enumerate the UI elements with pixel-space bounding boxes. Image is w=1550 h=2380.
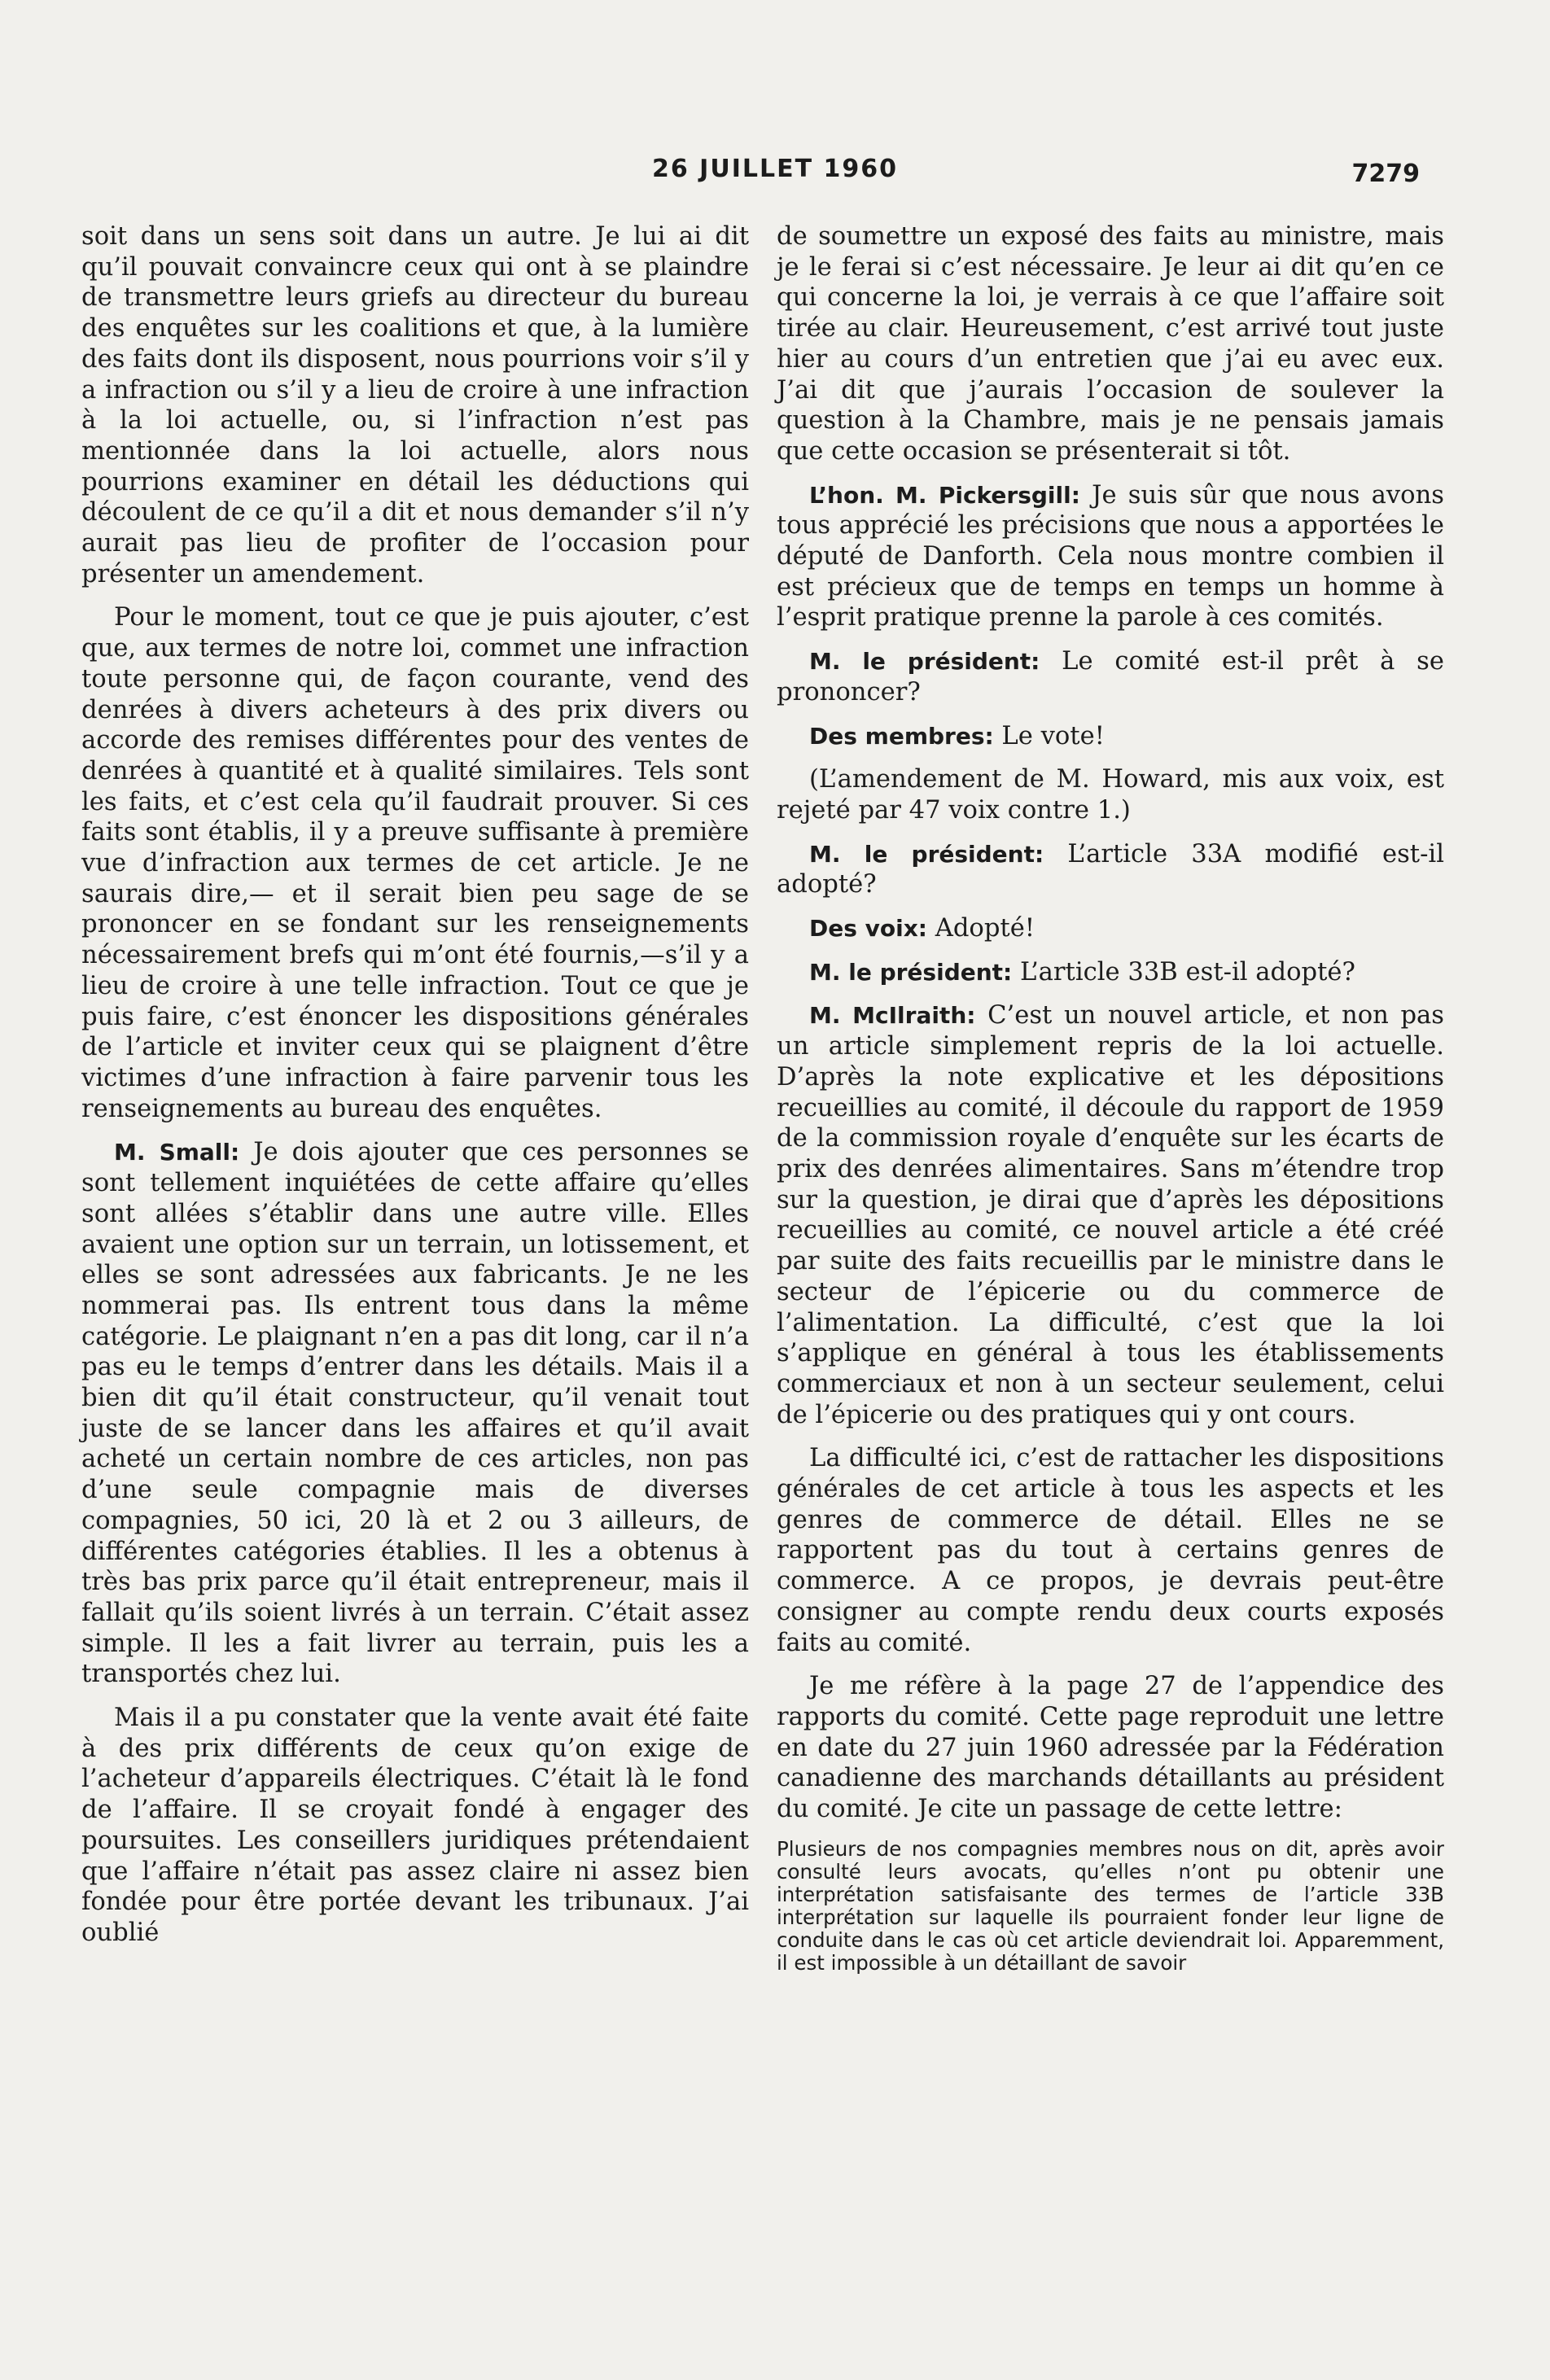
paragraph: M. McIlraith: C’est un nouvel article, et non pas un article simplement repris de la loi actuelle. D’après la note explicative et les dépositions recueillies au comité, il découle du rapport de 1959 de la commission royale d’enquête sur les écarts de prix des denrées alimentaires. Sans m’étendre trop sur la question, je dirai que d’après les dépositions recueillies au comité, ce nouvel article a été créé par suite des faits recueillis par le ministre dans le secteur de l’épicerie ou du commerce de l’alimentation. La difficulté, c’est que la loi s’applique en général à tous les établissements commerciaux et non à un secteur seulement, celui de l’épicerie ou des pratiques qui y ont cours. bbox=[777, 1001, 1444, 1429]
paragraph: Des membres: Le vote! bbox=[809, 721, 1105, 750]
speaker-name: M. McIlraith: bbox=[809, 1002, 976, 1030]
paragraph: de soumettre un exposé des faits au ministre, mais je le ferai si c’est nécessaire. Je leur ai dit qu’en ce qui concerne la loi, je verrais à ce que l’affaire soit tirée au clair. Heureusement, c’est arrivé tout juste hier au cours d’un entretien que j’ai eu avec eux. J’ai dit que j’aurais l’occasion de soulever la question à la Chambre, mais je ne pensais jamais que cette occasion se présenterait si tôt. bbox=[777, 222, 1444, 466]
page-number: 7279 bbox=[1351, 160, 1420, 188]
paragraph: Je me réfère à la page 27 de l’appendice des rapports du comité. Cette page reproduit une lettre en date du 27 juin 1960 adressée par la Fédération canadienne des marchands détaillants au président du comité. Je cite un passage de cette lettre: bbox=[777, 1672, 1444, 1824]
left-column bbox=[81, 221, 749, 1962]
header-date: 26 JUILLET 1960 bbox=[651, 155, 898, 183]
speaker-name: Des voix: bbox=[809, 915, 927, 943]
speaker-name: Des membres: bbox=[809, 722, 994, 750]
right-column bbox=[777, 221, 1444, 1988]
paragraph: Pour le moment, tout ce que je puis ajouter, c’est que, aux termes de notre loi, commet une infraction toute personne qui, de façon courante, vend des denrées à divers acheteurs à des prix divers ou accorde des remises différentes pour des ventes de denrées à quantité et à qualité similaires. Tels sont les faits, et c’est cela qu’il faudrait prouver. Si ces faits sont établis, il y a preuve suffisante à première vue d’infraction aux termes de cet article. Je ne saurais dire,— et il serait bien peu sage de se prononcer en se fondant sur les renseignements nécessairement brefs qui m’ont été fournis,—s’il y a lieu de croire à une telle infraction. Tout ce que je puis faire, c’est énoncer les dispositions générales de l’article et inviter ceux qui se plaignent d’être victimes d’une infraction à faire parvenir tous les renseignements au bureau des enquêtes. bbox=[81, 603, 749, 1123]
speaker-name: M. le président: bbox=[809, 958, 1013, 986]
paragraph: soit dans un sens soit dans un autre. Je lui ai dit qu’il pouvait convaincre ceux qui ont à se plaindre de transmettre leurs griefs au directeur du bureau des enquêtes sur les coalitions et que, à la lumière des faits dont ils disposent, nous pourrions voir s’il y a infraction ou s’il y a lieu de croire à une infraction à la loi actuelle, ou, si l’infraction n’est pas mentionnée dans la loi actuelle, alors nous pourrions examiner en détail les déductions qui découlent de ce qu’il a dit et nous demander s’il n’y aurait pas lieu de profiter de l’occasion pour présenter un amendement. bbox=[81, 222, 749, 588]
speaker-name: L’hon. M. Pickersgill: bbox=[809, 481, 1080, 509]
paragraph: (L’amendement de M. Howard, mis aux voix, est rejeté par 47 voix contre 1.) bbox=[777, 765, 1444, 825]
block-quote: Plusieurs de nos compagnies membres nous on dit, après avoir consulté leurs avocats, qu’elles n’ont pu obtenir une interprétation satisfaisante des termes de l’article 33B interprétation sur laquelle ils pourraient fonder leur ligne de conduite dans le cas où cet article deviendrait loi. Apparemment, il est impossible à un détaillant de savoir bbox=[777, 1836, 1444, 1975]
running-head bbox=[0, 155, 1550, 195]
speaker-name: M. Small: bbox=[114, 1139, 240, 1166]
speaker-name: M. le président: bbox=[809, 648, 1040, 676]
paragraph: M. le président: Le comité est-il prêt à se prononcer? bbox=[777, 647, 1444, 707]
paragraph: La difficulté ici, c’est de rattacher les dispositions générales de cet article à tous les aspects et les genres de commerce de détail. Elles ne se rapportent pas du tout à certains genres de commerce. A ce propos, je devrais peut-être consigner au compte rendu deux courts exposés faits au comité. bbox=[777, 1444, 1444, 1657]
paragraph: M. Small: Je dois ajouter que ces personnes se sont tellement inquiétées de cette affaire qu’elles sont allées s’établir dans une autre ville. Elles avaient une option sur un terrain, un lotissement, et elles se sont adressées aux fabricants. Je ne les nommerai pas. Ils entrent tous dans la même catégorie. Le plaignant n’en a pas dit long, car il n’a pas eu le temps d’entrer dans les détails. Mais il a bien dit qu’il était constructeur, qu’il venait tout juste de se lancer dans les affaires et qu’il avait acheté un certain nombre de ces articles, non pas d’une seule compagnie mais de diverses compagnies, 50 ici, 20 là et 2 ou 3 ailleurs, de différentes catégories établies. Il les a obtenus à très bas prix parce qu’il était entrepreneur, mais il fallait qu’ils soient livrés à un terrain. C’était assez simple. Il les a fait livrer au terrain, puis les a transportés chez lui. bbox=[81, 1138, 749, 1689]
paragraph: L’hon. M. Pickersgill: Je suis sûr que nous avons tous apprécié les précisions que nous a apportées le député de Danforth. Cela nous montre combien il est précieux que de temps en temps un homme à l’esprit pratique prenne la parole à ces comités. bbox=[777, 480, 1444, 632]
speaker-name: M. le président: bbox=[809, 840, 1044, 868]
paragraph: Mais il a pu constater que la vente avait été faite à des prix différents de ceux qu’on exige de l’acheteur d’appareils électriques. C’était là le fond de l’affaire. Il se croyait fondé à engager des poursuites. Les conseillers juridiques prétendaient que l’affaire n’était pas assez claire ni assez bien fondée pour être portée devant les tribunaux. J’ai oublié bbox=[81, 1704, 749, 1947]
paragraph: M. le président: L’article 33B est-il adopté? bbox=[809, 957, 1355, 987]
paragraph: M. le président: L’article 33A modifié est-il adopté? bbox=[777, 839, 1444, 899]
paragraph: Des voix: Adopté! bbox=[809, 914, 1036, 943]
